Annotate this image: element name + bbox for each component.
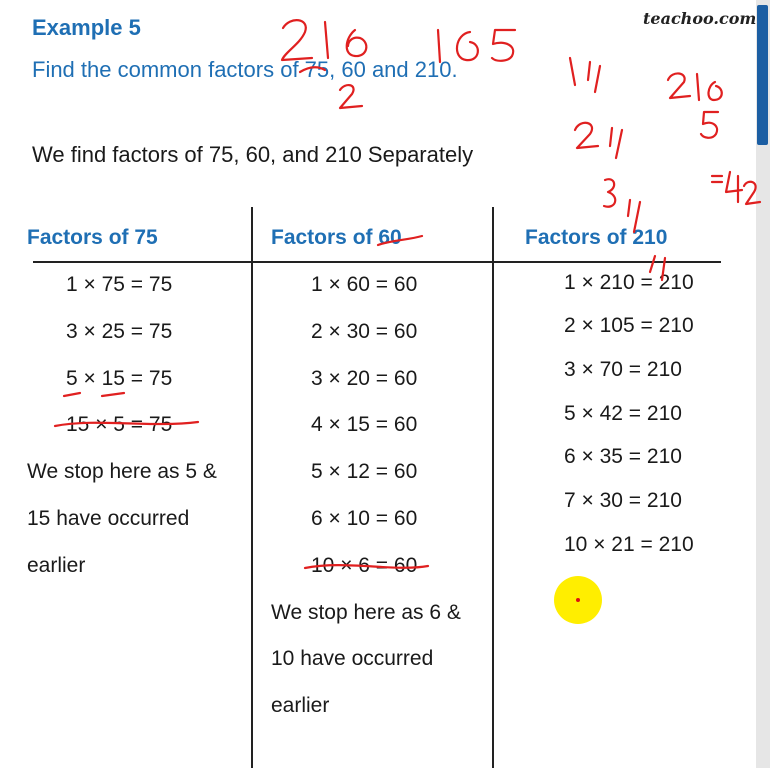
stop-note-line: 15 have occurred bbox=[27, 507, 190, 530]
brand-logo: teachoo.com bbox=[643, 9, 757, 28]
intro-text: We find factors of 75, 60, and 210 Separately bbox=[32, 142, 474, 167]
stop-note-line: We stop here as 6 & bbox=[271, 601, 461, 624]
factor-line: 10 × 21 = 210 bbox=[564, 533, 694, 556]
factor-line: 5 × 15 = 75 bbox=[66, 367, 173, 390]
factor-line: 1 × 210 = 210 bbox=[564, 271, 694, 294]
factor-line: 2 × 30 = 60 bbox=[311, 320, 418, 343]
factor-line: 2 × 105 = 210 bbox=[564, 314, 694, 337]
heading-factors-210: Factors of 210 bbox=[525, 226, 668, 249]
heading-factors-60: Factors of 60 bbox=[271, 226, 402, 249]
stop-note-line: 10 have occurred bbox=[271, 647, 434, 670]
factor-line: 3 × 25 = 75 bbox=[66, 320, 173, 343]
factor-line: 5 × 12 = 60 bbox=[311, 460, 418, 483]
factor-line: 6 × 35 = 210 bbox=[564, 445, 682, 468]
stop-note-line: earlier bbox=[271, 694, 330, 717]
factor-line: 4 × 15 = 60 bbox=[311, 413, 418, 436]
factor-line: 15 × 5 = 75 bbox=[66, 413, 173, 436]
stop-note-line: We stop here as 5 & bbox=[27, 460, 217, 483]
factor-line: 7 × 30 = 210 bbox=[564, 489, 682, 512]
factor-line: 1 × 60 = 60 bbox=[311, 273, 418, 296]
question-text: Find the common factors of 75, 60 and 210. bbox=[32, 57, 458, 82]
factor-line: 10 × 6 = 60 bbox=[311, 554, 418, 577]
factor-line: 3 × 70 = 210 bbox=[564, 358, 682, 381]
factor-line: 1 × 75 = 75 bbox=[66, 273, 173, 296]
factor-line: 3 × 20 = 60 bbox=[311, 367, 418, 390]
example-title: Example 5 bbox=[32, 15, 141, 40]
heading-factors-75: Factors of 75 bbox=[27, 226, 158, 249]
factor-line: 5 × 42 = 210 bbox=[564, 402, 682, 425]
cursor-dot bbox=[576, 598, 580, 602]
stop-note-line: earlier bbox=[27, 554, 86, 577]
factor-line: 6 × 10 = 60 bbox=[311, 507, 418, 530]
